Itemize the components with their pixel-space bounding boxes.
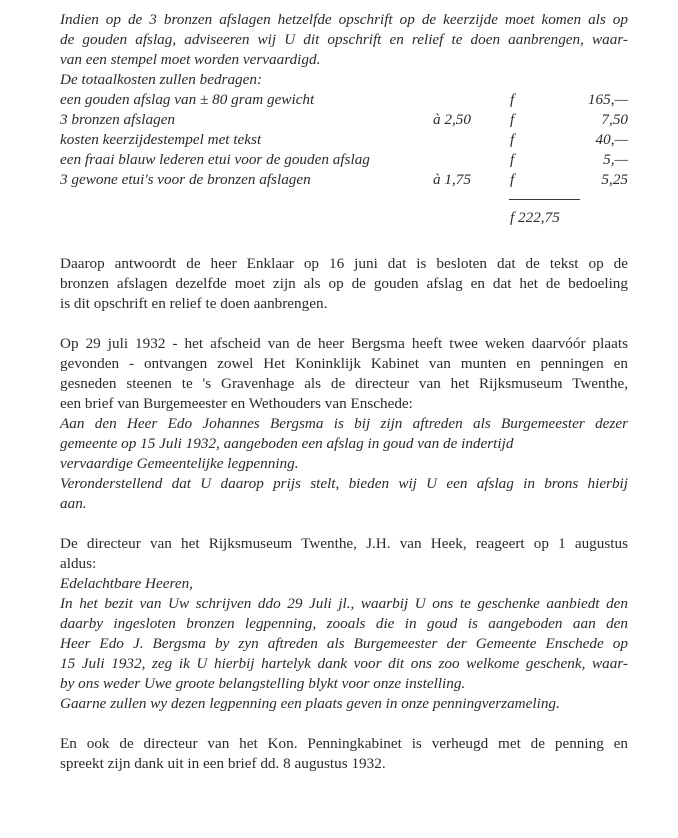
cost-amount: 40,— [595,131,628,148]
cost-row [60,130,628,150]
paragraph-gap [60,314,628,334]
paragraph-van-heek [60,534,628,574]
text-line: is dit opschrift en relief te doen aanbrengen. [60,295,328,312]
cost-description: een fraai blauw lederen etui voor de gouden afslag [60,151,370,168]
intro-letter-quote [60,10,628,90]
paragraph-29-juli [60,334,628,414]
currency-symbol: f [510,131,515,148]
currency-symbol: f [510,91,515,108]
total-divider [60,190,628,208]
text-line: aldus: [60,555,97,572]
text-line: Indien op de 3 bronzen afslagen hetzelfde opschrift op de keerzijde moet komen als op [60,11,628,28]
text-line: vervaardige Gemeentelijke legpenning. [60,455,299,472]
cost-description: een gouden afslag van ± 80 gram gewicht [60,91,315,108]
text-line: Aan den Heer Edo Johannes Bergsma is bij zijn aftreden als Burgemeester dezer [60,415,628,432]
text-line: spreekt zijn dank uit in een brief dd. 8 augustus 1932. [60,755,386,772]
burgemeester-letter-quote [60,414,628,514]
text-line: In het bezit van Uw schrijven ddo 29 Juli jl., waarbij U ons te geschenke aanbiedt den [60,595,628,612]
cost-description: 3 gewone etui's voor de bronzen afslagen [60,171,311,188]
cost-unit-price: à 1,75 [433,171,471,188]
cost-amount: 5,25 [601,171,628,188]
cost-description: 3 bronzen afslagen [60,111,176,128]
text-line: De totaalkosten zullen bedragen: [60,71,263,88]
cost-total-row [60,208,628,228]
cost-description: kosten keerzijdestempel met tekst [60,131,262,148]
text-line: daarby ingesloten bronzen legpenning, zooals die in goud is aangeboden aan den [60,615,628,632]
cost-row [60,110,628,130]
text-line: gesneden steenen te 's Gravenhage als de directeur van het Rijksmuseum Twenthe, [60,375,628,392]
cost-row [60,150,628,170]
currency-symbol: f [510,111,515,128]
cost-table [60,90,628,228]
cost-row [60,90,628,110]
text-line: de gouden afslag, adviseeren wij U dit opschrift en relief te doen aanbrengen, waar- [60,31,628,48]
cost-amount: 5,— [603,151,628,168]
cost-unit-price: à 2,50 [433,111,471,128]
paragraph-gap [60,228,628,248]
cost-total: f 222,75 [510,209,560,226]
currency-symbol: f [510,151,515,168]
paragraph-enklaar [60,254,628,314]
cost-amount: 165,— [587,91,628,108]
text-line: Veronderstellend dat U daarop prijs stelt, bieden wij U een afslag in brons hierbij [60,475,628,492]
paragraph-gap [60,714,628,734]
document-page [60,10,628,774]
text-line: bronzen afslagen dezelfde moet zijn als op de gouden afslag en dat het de bedoeling [60,275,628,292]
van-heek-letter-quote [60,574,628,714]
text-line: een brief van Burgemeester en Wethouders van Enschede: [60,395,413,412]
text-line: gevonden - ontvangen zowel Het Koninklijk Kabinet van munten en penningen en [60,355,628,372]
cost-row [60,170,628,190]
text-line: Edelachtbare Heeren, [60,575,193,592]
text-line: 15 Juli 1932, zeg ik U hierbij hartelyk dank voor dit ons zoo welkome geschenk, waar- [60,655,628,672]
cost-amount: 7,50 [601,111,628,128]
text-line: En ook de directeur van het Kon. Penningkabinet is verheugd met de penning en [60,735,628,752]
text-line: Op 29 juli 1932 - het afscheid van de heer Bergsma heeft twee weken daarvóór plaats [60,335,628,352]
text-line: Heer Edo J. Bergsma by zyn aftreden als Burgemeester der Gemeente Enschede op [60,635,628,652]
text-line: Daarop antwoordt de heer Enklaar op 16 juni dat is besloten dat de tekst op de [60,255,628,272]
text-line: van een stempel moet worden vervaardigd. [60,51,321,68]
currency-symbol: f [510,171,515,188]
paragraph-gap [60,514,628,534]
text-line: gemeente op 15 Juli 1932, aangeboden een afslag in goud van de indertijd [60,435,514,452]
text-line: aan. [60,495,87,512]
text-line: by ons weder Uwe groote belangstelling blykt voor onze instelling. [60,675,466,692]
paragraph-penningkabinet [60,734,628,774]
total-rule-line [509,199,580,200]
text-line: De directeur van het Rijksmuseum Twenthe, J.H. van Heek, reageert op 1 augustus [60,535,628,552]
text-line: Gaarne zullen wy dezen legpenning een plaats geven in onze penningverzameling. [60,695,560,712]
